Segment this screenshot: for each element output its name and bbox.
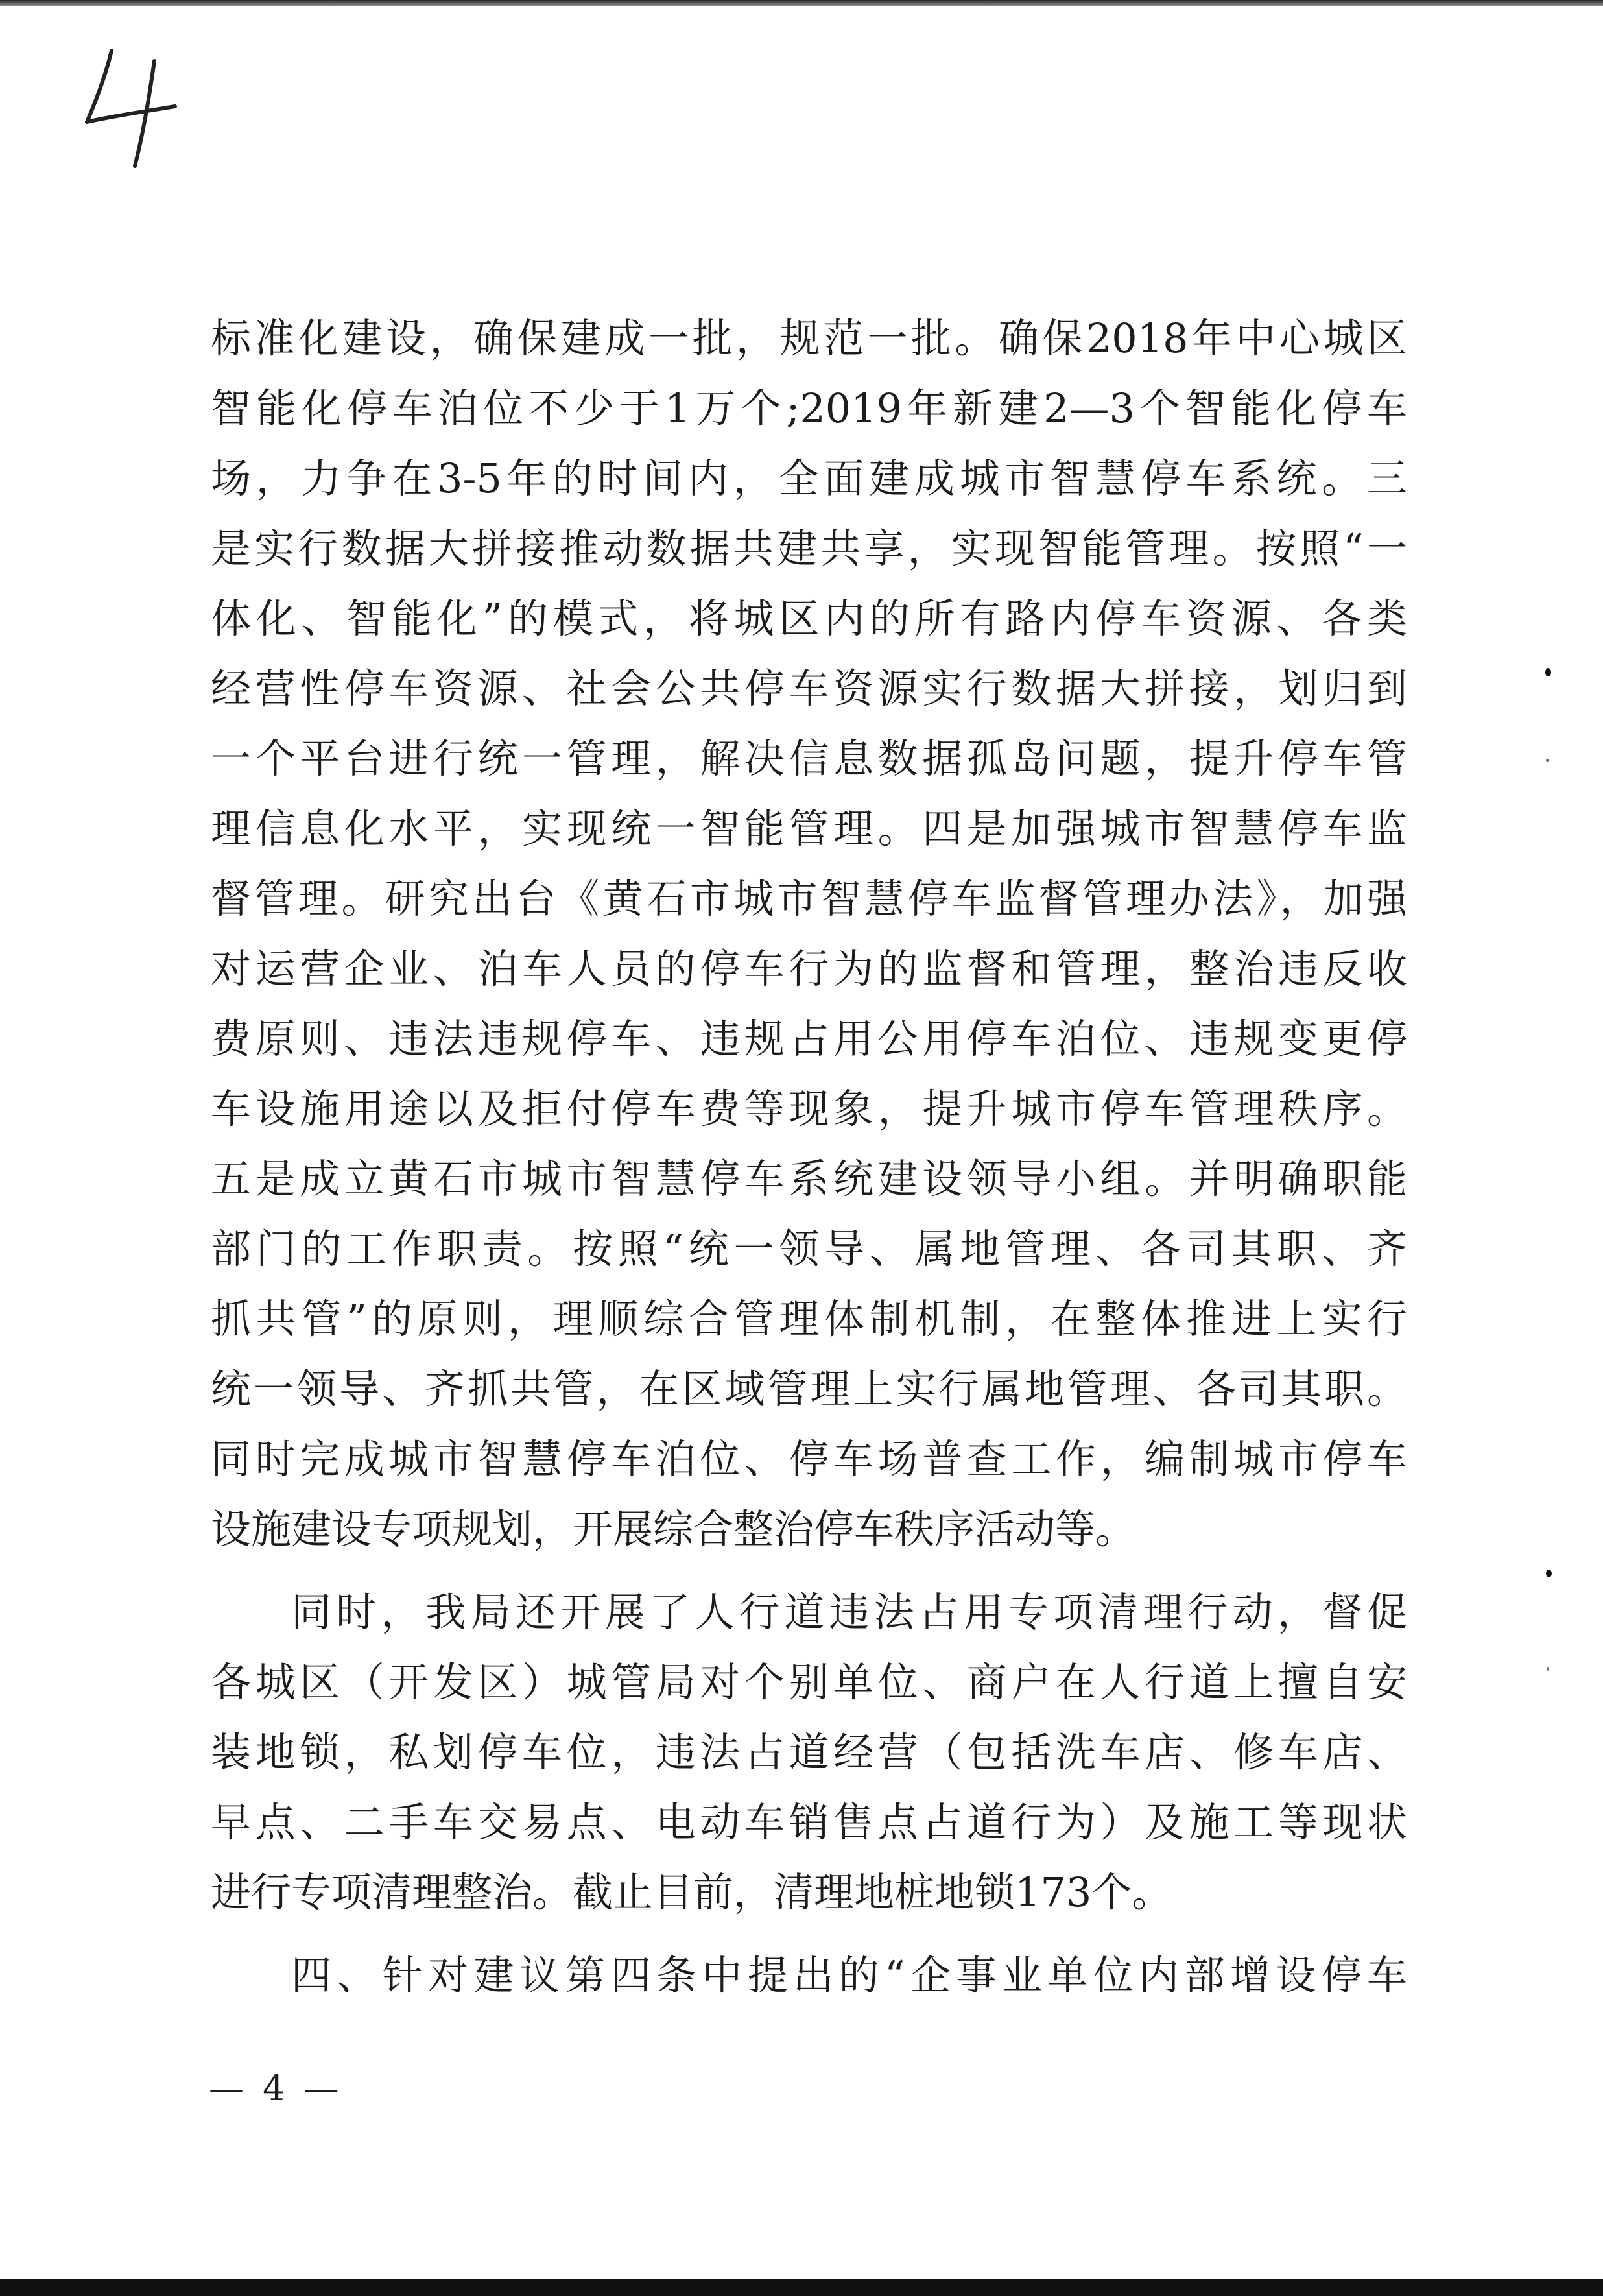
scan-speck <box>1545 668 1551 676</box>
text-line: 设施建设专项规划，开展综合整治停车秩序活动等。 <box>211 1505 1136 1553</box>
handwritten-page-mark-icon <box>71 39 195 175</box>
text-line: 体化、智能化”的模式，将城区内的所有路内停车资源、各类 <box>211 595 1407 642</box>
text-line: 早点、二手车交易点、电动车销售点占道行为）及施工等现状 <box>211 1799 1407 1846</box>
text-line: 五是成立黄石市城市智慧停车系统建设领导小组。并明确职能 <box>211 1155 1407 1202</box>
scan-edge-bottom <box>0 2279 1603 2296</box>
scan-speck <box>1546 759 1549 762</box>
text-line: 各城区（开发区）城管局对个别单位、商户在人行道上擅自安 <box>211 1658 1407 1706</box>
scan-speck <box>1546 1570 1552 1577</box>
text-line: 智能化停车泊位不少于1万个;2019年新建2—3个智能化停车 <box>211 385 1407 432</box>
text-line: 抓共管”的原则，理顺综合管理体制机制，在整体推进上实行 <box>211 1295 1407 1343</box>
scan-edge-top <box>0 0 1603 6</box>
text-line: 是实行数据大拼接推动数据共建共享，实现智能管理。按照“一 <box>211 525 1407 572</box>
text-line: 部门的工作职责。按照“统一领导、属地管理、各司其职、齐 <box>211 1225 1407 1273</box>
text-line: 督管理。研究出台《黄石市城市智慧停车监督管理办法》，加强 <box>211 875 1407 922</box>
text-line: 经营性停车资源、社会公共停车资源实行数据大拼接，划归到 <box>211 665 1407 712</box>
text-line: 装地锁，私划停车位，违法占道经营（包括洗车店、修车店、 <box>211 1728 1407 1776</box>
text-line: 费原则、违法违规停车、违规占用公用停车泊位、违规变更停 <box>211 1015 1407 1062</box>
text-line: 对运营企业、泊车人员的停车行为的监督和管理，整治违反收 <box>211 945 1407 992</box>
text-line: 同时，我局还开展了人行道违法占用专项清理行动，督促 <box>291 1588 1407 1636</box>
paragraph-section-four <box>211 1941 1407 2011</box>
paragraph-sidewalk-cleanup <box>211 1577 1407 1928</box>
text-line: 同时完成城市智慧停车泊位、停车场普查工作，编制城市停车 <box>211 1435 1407 1483</box>
page-number: — 4 — <box>209 2068 343 2109</box>
text-line: 一个平台进行统一管理，解决信息数据孤岛问题，提升停车管 <box>211 735 1407 782</box>
text-line: 进行专项清理整治。截止目前，清理地桩地锁173个。 <box>211 1869 1172 1916</box>
document-body <box>211 304 1407 2011</box>
text-line: 车设施用途以及拒付停车费等现象，提升城市停车管理秩序。 <box>211 1085 1407 1132</box>
scan-speck <box>1547 1667 1549 1671</box>
text-line: 四、针对建议第四条中提出的“企事业单位内部增设停车 <box>291 1952 1407 1999</box>
paragraph-smart-parking <box>211 304 1407 1564</box>
text-line: 统一领导、齐抓共管，在区域管理上实行属地管理、各司其职。 <box>211 1365 1407 1413</box>
text-line: 标准化建设，确保建成一批，规范一批。确保2018年中心城区 <box>211 315 1407 362</box>
text-line: 理信息化水平，实现统一智能管理。四是加强城市智慧停车监 <box>211 805 1407 852</box>
text-line: 场，力争在3-5年的时间内，全面建成城市智慧停车系统。三 <box>211 455 1407 502</box>
